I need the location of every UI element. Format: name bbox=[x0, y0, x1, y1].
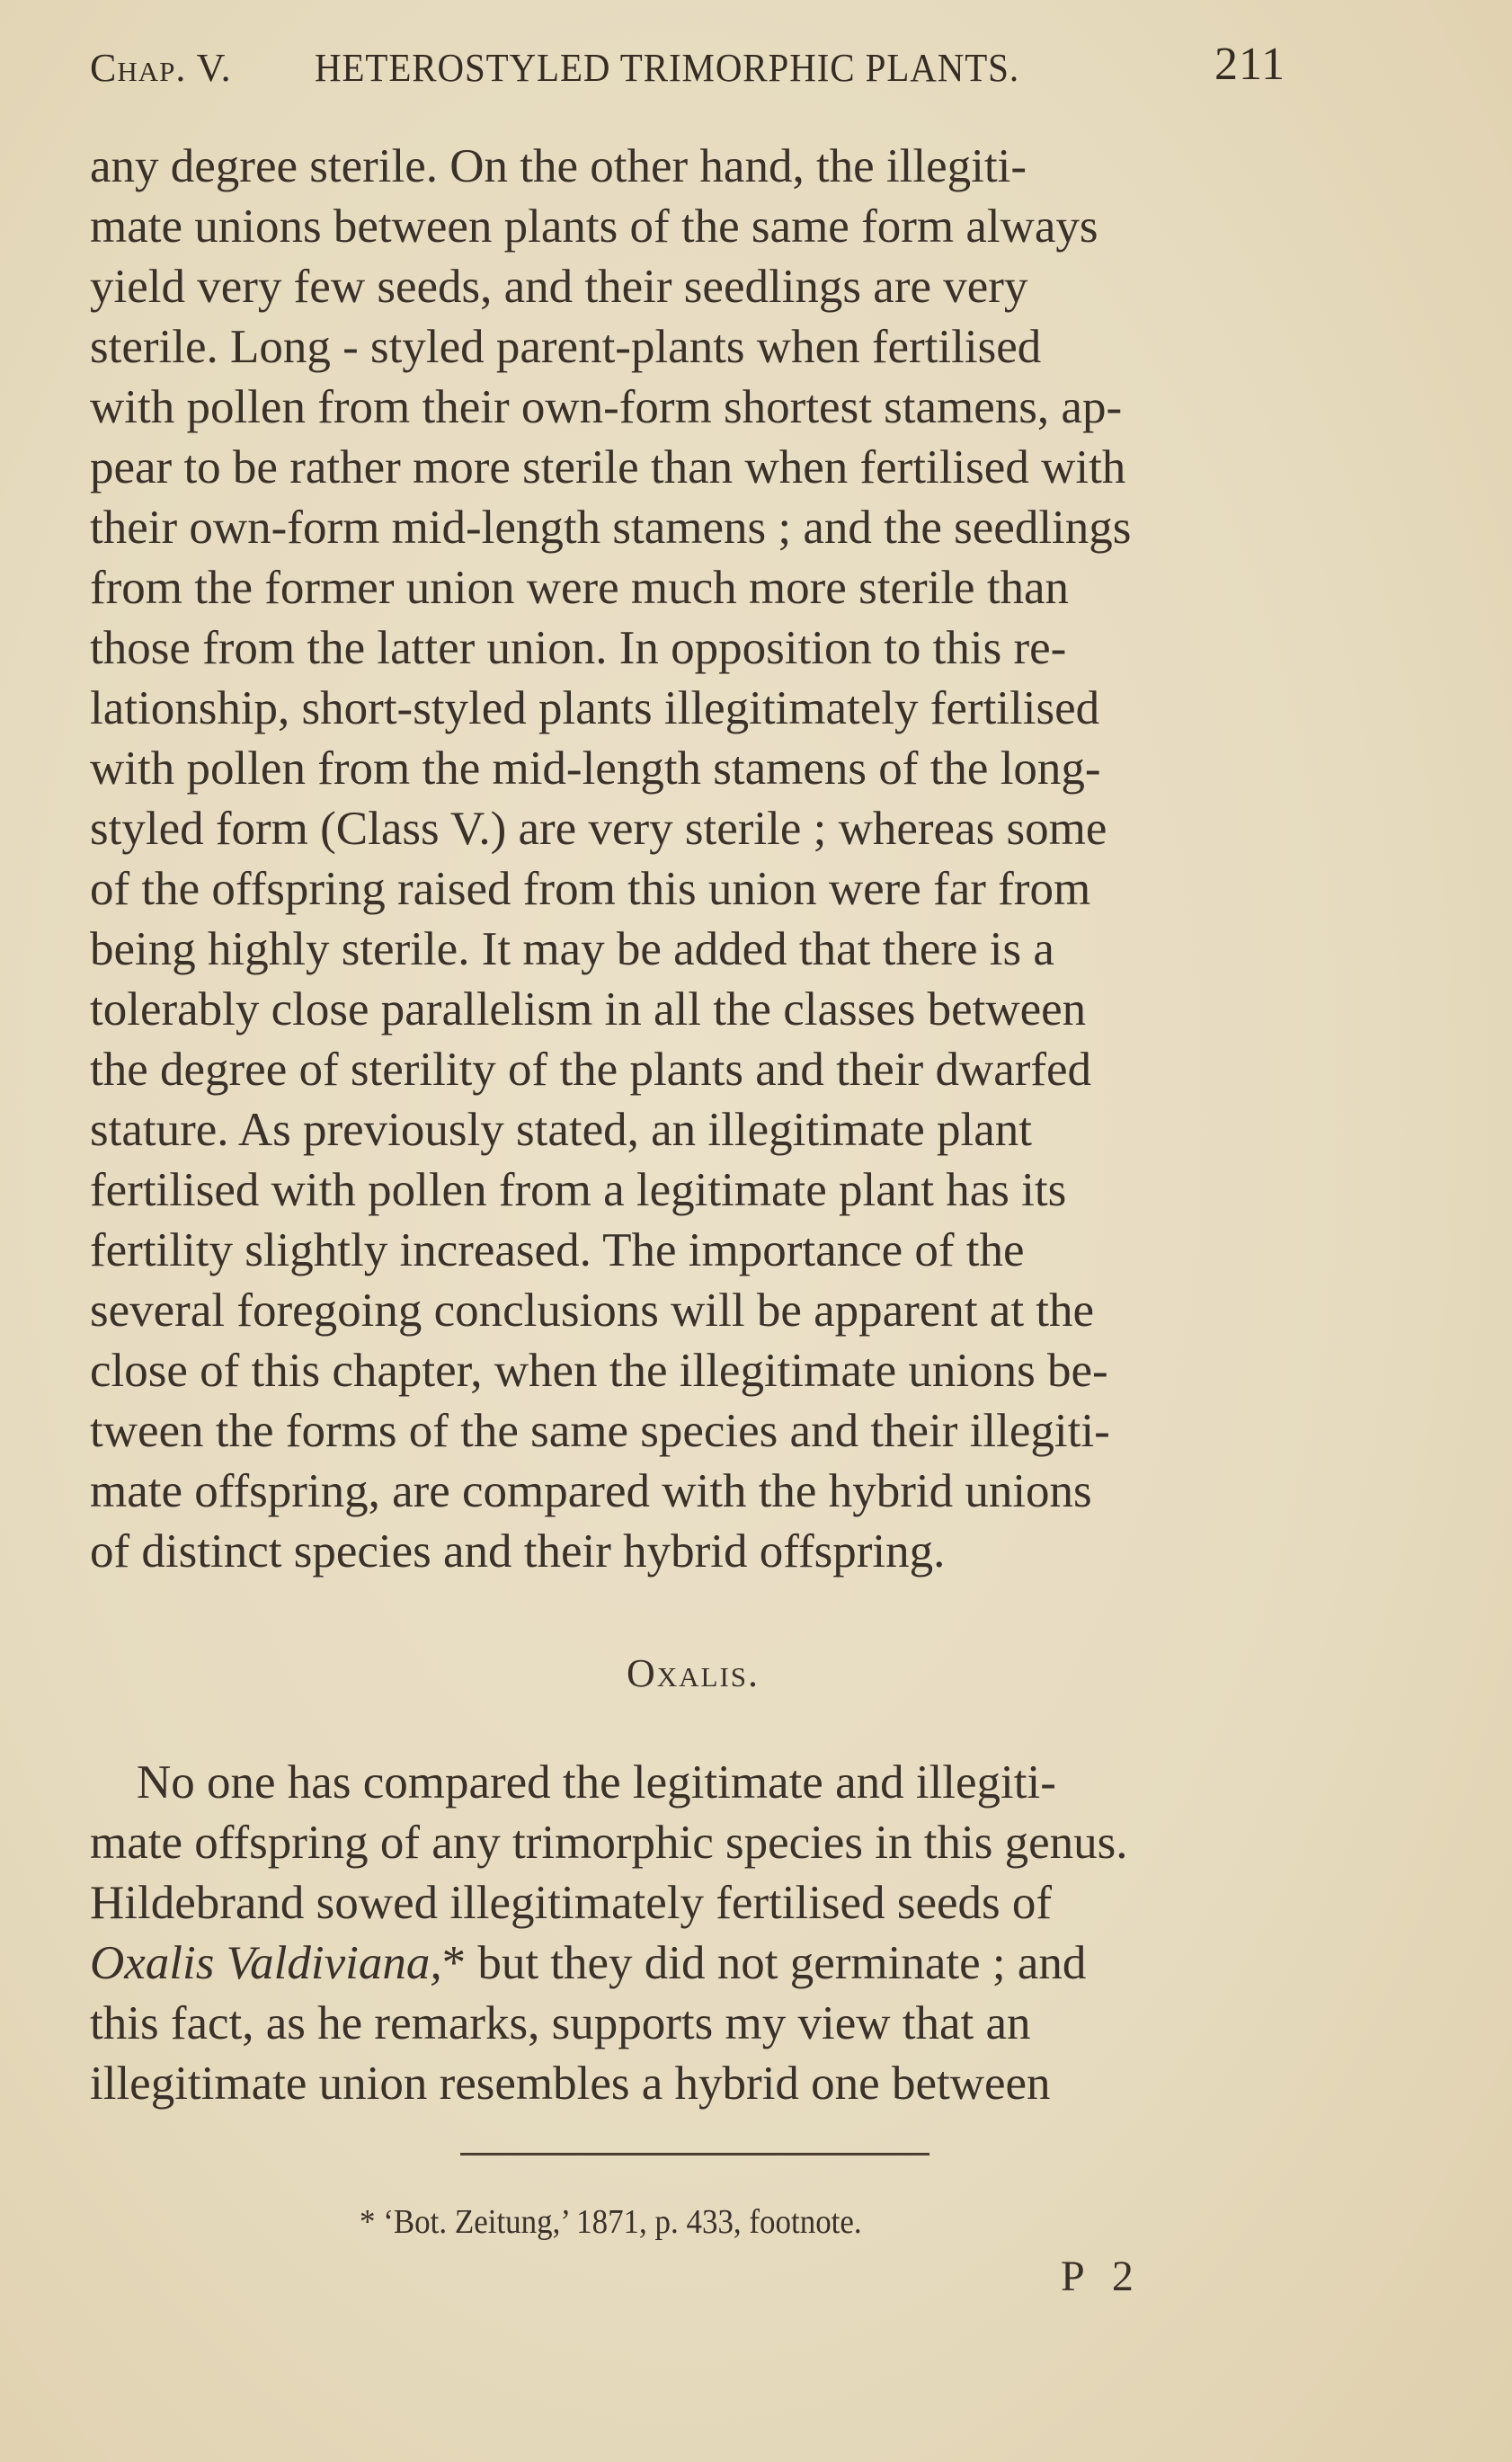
paragraph-sterility-summary bbox=[90, 137, 1299, 1582]
page-number: 211 bbox=[1214, 39, 1286, 90]
text-line: with pollen from the mid-length stamens of the long- bbox=[90, 742, 1101, 795]
text-line: of the offspring raised from this union were far from bbox=[90, 863, 1091, 915]
species-name: Oxalis Valdiviana, bbox=[90, 1937, 442, 1989]
text-line: the degree of sterility of the plants and their dwarfed bbox=[90, 1044, 1092, 1096]
text-line: No one has compared the legitimate and illegiti- bbox=[137, 1756, 1056, 1809]
text-line bbox=[90, 1933, 1299, 1994]
text-line: fertility slightly increased. The importance of the bbox=[90, 1224, 1025, 1276]
text-line: mate offspring of any trimorphic species in this genus. bbox=[90, 1817, 1128, 1869]
text-line: their own-form mid-length stamens ; and the seedlings bbox=[90, 502, 1132, 554]
text-line: any degree sterile. On the other hand, the illegiti- bbox=[90, 140, 1027, 192]
text-line: mate unions between plants of the same form always bbox=[90, 200, 1098, 253]
text-line: illegitimate union resembles a hybrid one between bbox=[90, 2058, 1051, 2110]
footnote-rule bbox=[460, 2153, 929, 2155]
text-line: tween the forms of the same species and their illegiti- bbox=[90, 1405, 1110, 1457]
chapter-label: Chap. V. bbox=[90, 46, 232, 90]
text-line: tolerably close parallelism in all the classes between bbox=[90, 983, 1087, 1035]
text-line: lationship, short-styled plants illegitimately fertilised bbox=[90, 682, 1100, 734]
text-line: styled form (Class V.) are very sterile ; whereas some bbox=[90, 803, 1107, 855]
paragraph-oxalis bbox=[90, 1753, 1299, 2114]
text-line: those from the latter union. In opposition to this re- bbox=[90, 622, 1067, 674]
text-line: this fact, as he remarks, supports my view that an bbox=[90, 1997, 1031, 2049]
text-line: Hildebrand sowed illegitimately fertilised seeds of bbox=[90, 1877, 1053, 1929]
running-title: HETEROSTYLED TRIMORPHIC PLANTS. bbox=[315, 46, 1020, 90]
text-line: mate offspring, are compared with the hybrid unions bbox=[90, 1465, 1092, 1517]
text-line: yield very few seeds, and their seedlings are very bbox=[90, 261, 1028, 313]
footnote: * ‘Bot. Zeitung,’ 1871, p. 433, footnote. bbox=[360, 2203, 862, 2241]
text-line: fertilised with pollen from a legitimate plant has its bbox=[90, 1164, 1067, 1216]
text-line: stature. As previously stated, an illegitimate plant bbox=[90, 1104, 1032, 1156]
text-line: from the former union were much more sterile than bbox=[90, 562, 1070, 614]
text-fragment: * but they did not germinate ; and bbox=[441, 1937, 1087, 1989]
text-line: of distinct species and their hybrid offspring. bbox=[90, 1525, 946, 1578]
text-line: sterile. Long - styled parent-plants when fertilised bbox=[90, 321, 1042, 373]
text-line: being highly sterile. It may be added that there is a bbox=[90, 923, 1054, 975]
text-line: several foregoing conclusions will be apparent at the bbox=[90, 1284, 1095, 1337]
running-head bbox=[90, 40, 1294, 93]
text-line: close of this chapter, when the illegitimate unions be- bbox=[90, 1345, 1108, 1397]
section-heading: Oxalis. bbox=[626, 1651, 760, 1695]
text-line: with pollen from their own-form shortest stamens, ap- bbox=[90, 381, 1123, 433]
text-line: pear to be rather more sterile than when fertilised with bbox=[90, 441, 1126, 493]
signature-mark: P 2 bbox=[1061, 2253, 1143, 2300]
